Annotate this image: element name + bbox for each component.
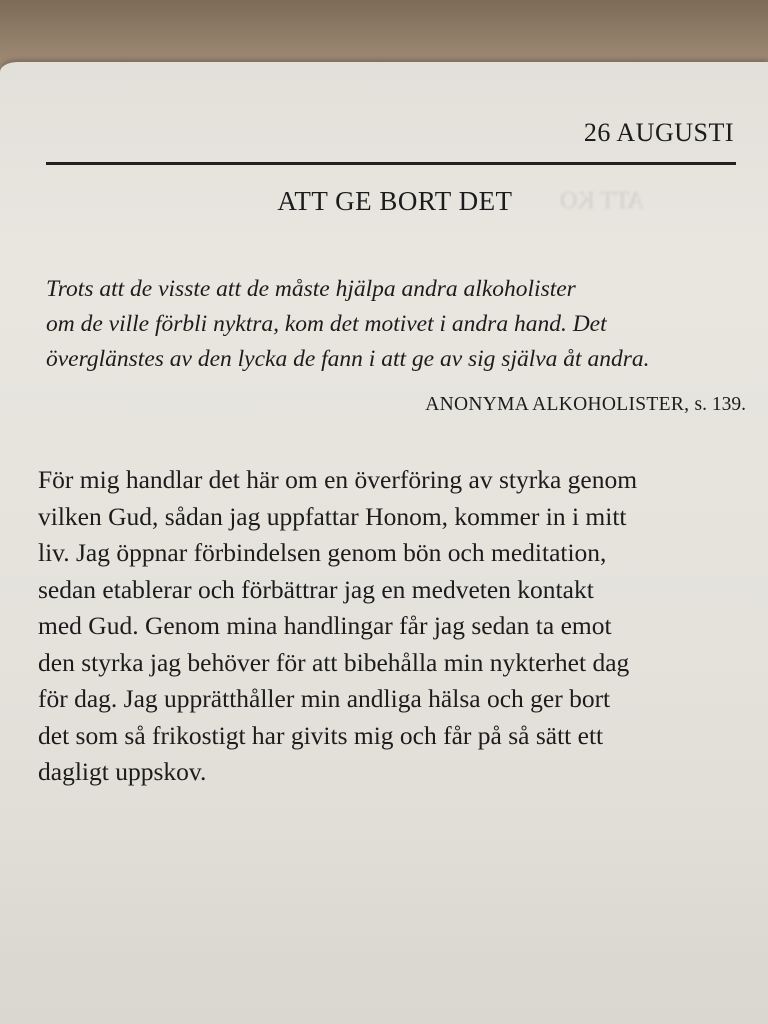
header-rule [46, 162, 736, 165]
book-page [0, 62, 768, 1024]
body-line: sedan etablerar och förbättrar jag en medveten kontakt [38, 574, 594, 604]
quote-line: överglänstes av den lycka de fann i att ge av sig själva åt andra. [46, 346, 650, 372]
source-name: ANONYMA ALKOHOLISTER, [425, 394, 690, 415]
body-line: För mig handlar det här om en överföring av styrka genom [38, 465, 638, 494]
body-line: liv. Jag öppnar förbindelsen genom bön och meditation, [38, 538, 607, 567]
page-title: ATT GE BORT DET [277, 186, 513, 216]
quote-source [425, 394, 746, 416]
body-line: dagligt uppskov. [38, 757, 207, 786]
body-line: den styrka jag behöver för att bibehålla min nykterhet dag [38, 647, 630, 677]
page-shadow [0, 824, 768, 1024]
quote-line: om de ville förbli nyktra, kom det motivet i andra hand. Det [46, 311, 607, 337]
body-line: vilken Gud, sådan jag uppfattar Honom, kommer in i mitt [38, 501, 627, 531]
source-page-ref: s. 139. [694, 394, 746, 415]
body-paragraph [38, 462, 768, 791]
epigraph-quote [46, 272, 766, 377]
body-line: med Gud. Genom mina handlingar får jag sedan ta emot [38, 611, 612, 640]
body-line: det som så frikostigt har givits mig och får på så sätt ett [38, 720, 604, 750]
quote-line: Trots att de visste att de måste hjälpa andra alkoholister [46, 276, 576, 302]
show-through-text: ATT KO [560, 188, 645, 214]
running-head-date: 26 AUGUSTI [583, 118, 734, 147]
body-line: för dag. Jag upprätthåller min andliga hälsa och ger bort [38, 684, 611, 713]
